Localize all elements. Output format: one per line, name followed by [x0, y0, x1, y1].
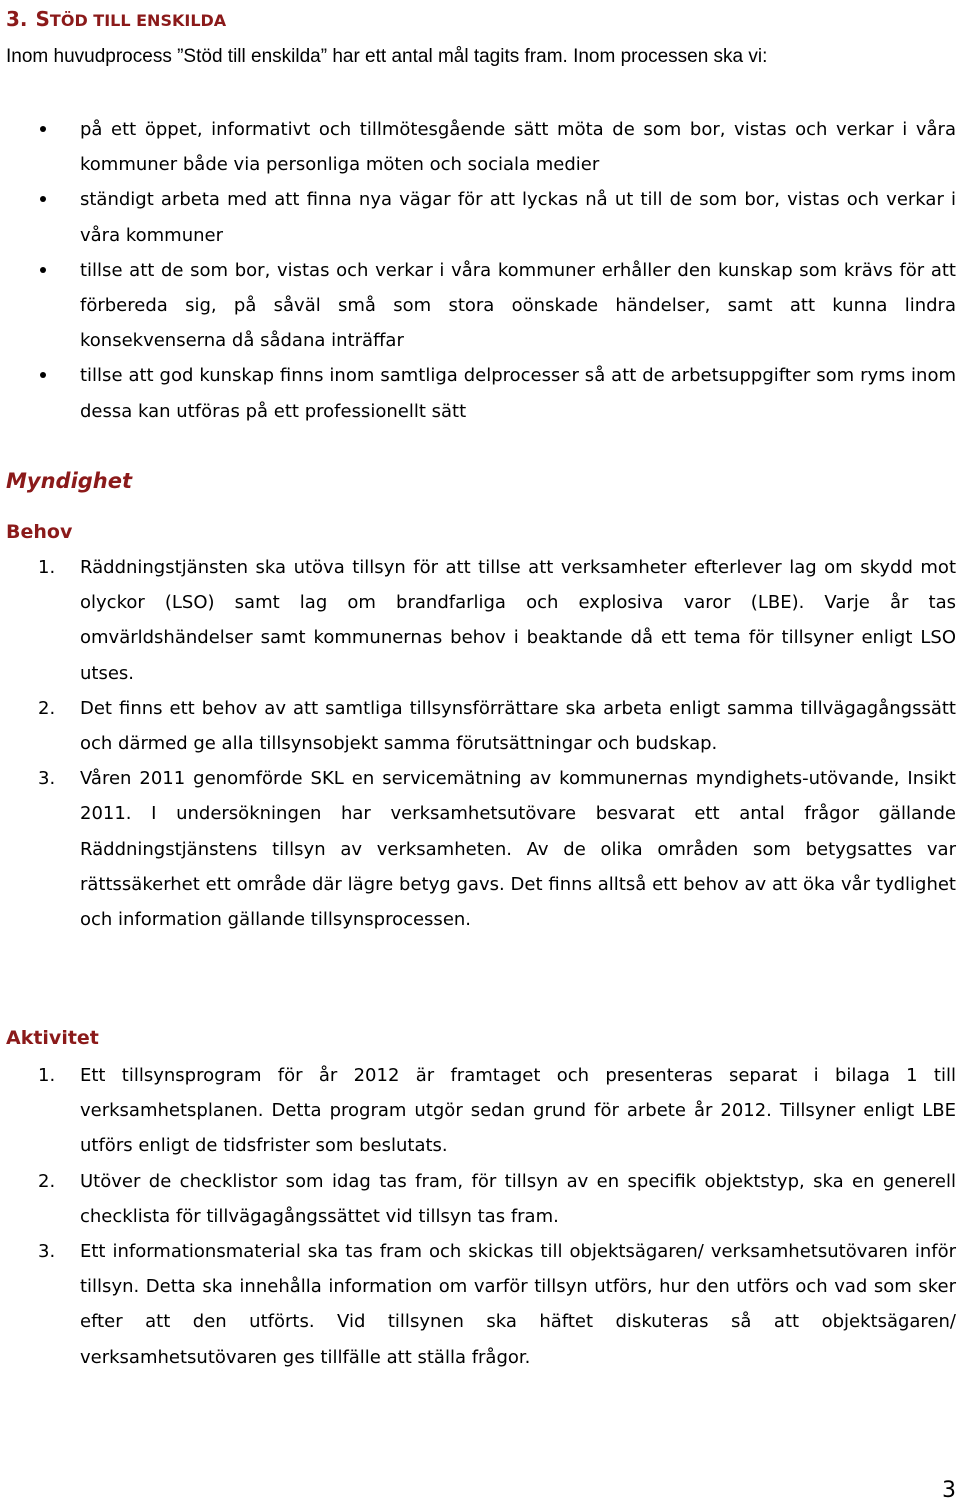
bullet-icon	[40, 196, 46, 202]
section-heading	[6, 6, 226, 34]
behov-item	[0, 761, 956, 937]
item-text: Räddningstjänsten ska utöva tillsyn för att tillse att verksamheter efterlever lag om skydd mot olyckor (LSO) samt lag om brandfarliga och explosiva varor (LBE). Varje år tas omvärldshändelser samt kommunernas behov i beaktande då ett tema för tillsyner enligt LSO utses.	[80, 557, 956, 684]
page-number: 3	[942, 1478, 956, 1503]
goals-bullet-list	[0, 112, 960, 429]
intro-paragraph: Inom huvudprocess ”Stöd till enskilda” har ett antal mål tagits fram. Inom processen ska vi:	[6, 46, 768, 67]
aktivitet-list	[0, 1058, 960, 1375]
item-number: 3.	[38, 1241, 56, 1263]
aktivitet-item	[0, 1234, 956, 1375]
aktivitet-item	[0, 1058, 956, 1164]
aktivitet-heading: Aktivitet	[6, 1027, 99, 1049]
behov-list	[0, 550, 960, 937]
bullet-text: på ett öppet, informativt och tillmötesgående sätt möta de som bor, vistas och verkar i våra kommuner både via personliga möten och sociala medier	[80, 119, 956, 176]
section-number: 3.	[6, 7, 28, 31]
item-number: 1.	[38, 557, 56, 578]
section-title-initial: S	[35, 7, 50, 31]
bullet-text: ständigt arbeta med att finna nya vägar för att lyckas nå ut till de som bor, vistas och verkar i våra kommuner	[80, 189, 956, 246]
behov-item	[0, 550, 956, 691]
item-number: 1.	[38, 1065, 56, 1086]
item-text: Våren 2011 genomförde SKL en servicemätning av kommunernas myndighets-utövande, Insikt 2011. I undersökningen har verksamhetsutövare besvarat ett antal frågor gällande Räddningstjänstens tillsyn av verksamheten. Av de olika områden som betygsattes var rättssäkerhet ett område där lägre betyg gavs. Det finns alltså ett behov av att öka vår tydlighet och information gällande tillsynsprocessen.	[80, 768, 956, 931]
aktivitet-item	[0, 1164, 956, 1234]
item-number: 2.	[38, 697, 56, 719]
bullet-text: tillse att de som bor, vistas och verkar i våra kommuner erhåller den kunskap som krävs för att förbereda sig, på såväl små som stora oönskade händelser, samt att kunna lindra konsekvenserna då sådana inträffar	[80, 259, 956, 352]
bullet-icon	[40, 267, 46, 273]
myndighet-heading: Myndighet	[6, 469, 133, 493]
item-text: Det finns ett behov av att samtliga tillsynsförrättare ska arbeta enligt samma tillvägagångssätt och därmed ge alla tillsynsobjekt samma förutsättningar och budskap.	[80, 697, 956, 755]
bullet-icon	[40, 126, 46, 132]
behov-item	[0, 691, 956, 761]
bullet-item	[0, 182, 956, 252]
item-text: Ett informationsmaterial ska tas fram och skickas till objektsägaren/ verksamhetsutövaren inför tillsyn. Detta ska innehålla information om varför tillsyn utförs, hur den utförs och vad som sker efter att den utförts. Vid tillsynen ska häftet diskuteras så att objektsägaren/ verksamhetsutövaren ges tillfälle att ställa frågor.	[80, 1241, 956, 1368]
bullet-text: tillse att god kunskap finns inom samtliga delprocesser så att de arbetsuppgifter som ryms inom dessa kan utföras på ett professionellt sätt	[80, 365, 956, 422]
bullet-icon	[40, 372, 46, 378]
bullet-item	[0, 358, 956, 428]
bullet-item	[0, 253, 956, 359]
behov-heading: Behov	[6, 521, 73, 543]
item-number: 2.	[38, 1170, 56, 1192]
item-text: Utöver de checklistor som idag tas fram, för tillsyn av en specifik objektstyp, ska en generell checklista för tillvägagångssättet vid tillsyn tas fram.	[80, 1170, 956, 1227]
bullet-item	[0, 112, 956, 182]
section-title-rest: TÖD TILL ENSKILDA	[49, 11, 227, 30]
item-text: Ett tillsynsprogram för år 2012 är framtaget och presenteras separat i bilaga 1 till verksamhetsplanen. Detta program utgör sedan grund för arbete år 2012. Tillsyner enligt LBE utförs enligt de tidsfrister som beslutats.	[80, 1065, 956, 1157]
item-number: 3.	[38, 768, 56, 790]
